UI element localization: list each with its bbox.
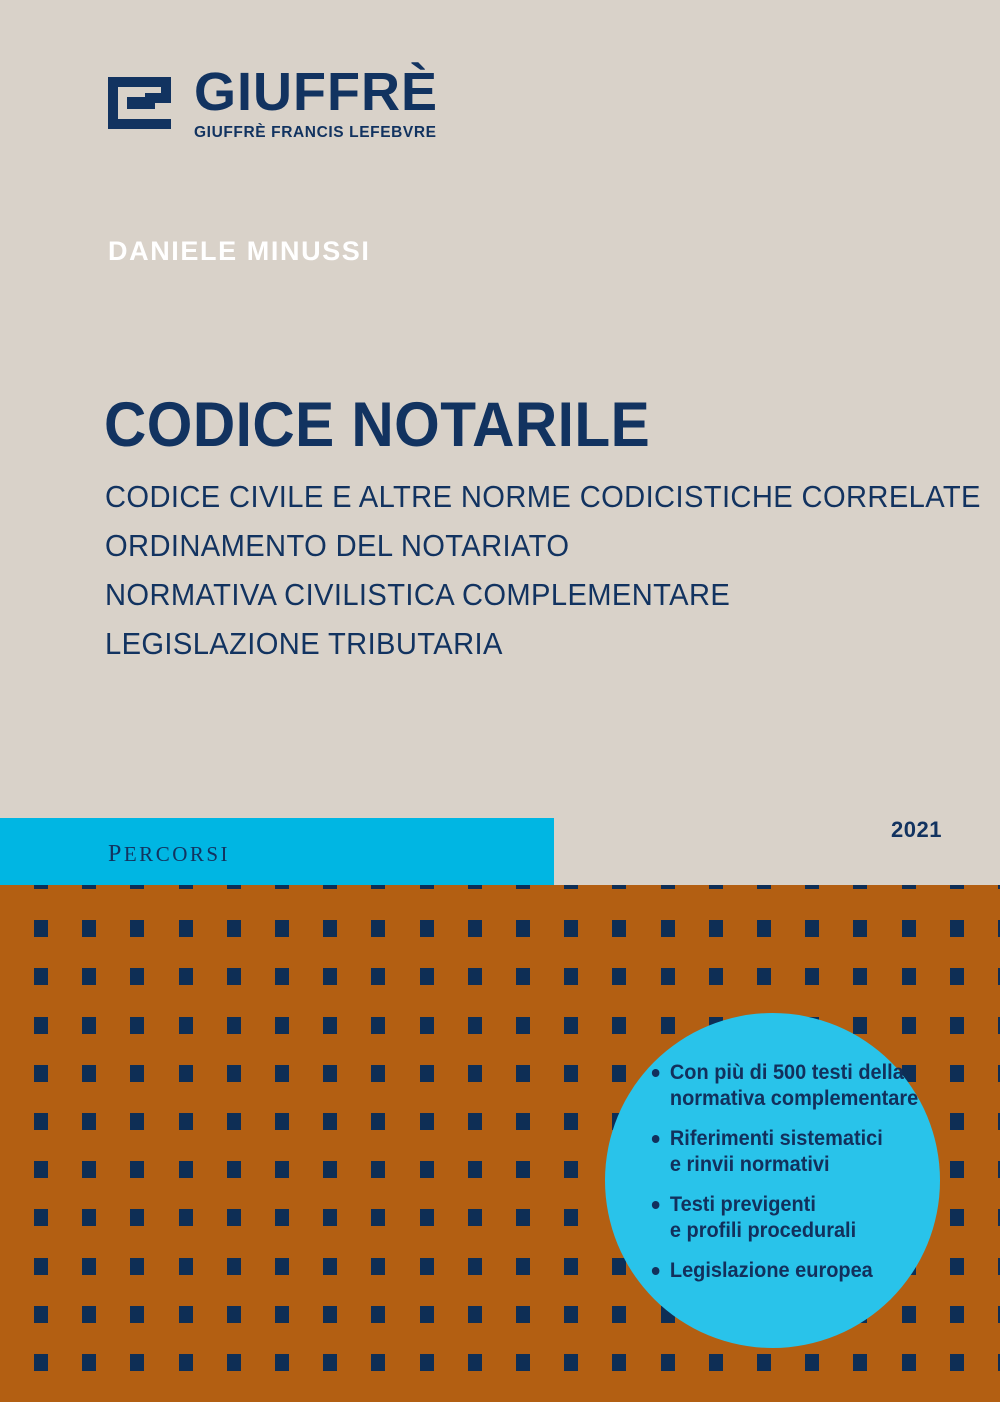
pattern-square <box>661 920 675 937</box>
pattern-square <box>34 920 48 937</box>
pattern-square <box>227 1065 241 1082</box>
pattern-square <box>853 968 867 985</box>
pattern-square <box>950 1258 964 1275</box>
author-name: DANIELE MINUSSI <box>108 236 371 266</box>
pattern-square <box>902 1354 916 1371</box>
pattern-square <box>516 1161 530 1178</box>
pattern-square <box>516 1065 530 1082</box>
pattern-square <box>468 1209 482 1226</box>
pattern-square <box>757 920 771 937</box>
pattern-square <box>853 920 867 937</box>
pattern-square <box>805 885 819 889</box>
pattern-square <box>612 1354 626 1371</box>
publisher-tagline: GIUFFRÈ FRANCIS LEFEBVRE <box>194 123 437 141</box>
pattern-square <box>902 968 916 985</box>
pattern-square <box>468 920 482 937</box>
pattern-square <box>468 885 482 889</box>
pattern-square <box>612 920 626 937</box>
pattern-square <box>709 885 723 889</box>
pattern-square <box>323 1209 337 1226</box>
pattern-square <box>179 1209 193 1226</box>
pattern-square <box>179 1354 193 1371</box>
pattern-square <box>227 920 241 937</box>
pattern-square <box>82 885 96 889</box>
pattern-square <box>227 968 241 985</box>
pattern-square <box>612 885 626 889</box>
pattern-square <box>34 1113 48 1130</box>
pattern-square <box>323 1258 337 1275</box>
pattern-square <box>853 1017 867 1034</box>
pattern-square <box>275 1209 289 1226</box>
pattern-square <box>661 968 675 985</box>
feature-line-1: Legislazione europea <box>669 1259 873 1282</box>
pattern-square <box>371 1209 385 1226</box>
list-item <box>649 1060 925 1112</box>
publisher-logo <box>108 62 438 142</box>
page-title: CODICE NOTARILE <box>104 390 651 461</box>
giuffre-spiral-logo-icon <box>108 69 180 135</box>
pattern-square <box>468 1161 482 1178</box>
pattern-square <box>709 920 723 937</box>
pattern-square <box>179 968 193 985</box>
pattern-square <box>227 1258 241 1275</box>
pattern-square <box>82 968 96 985</box>
pattern-square <box>275 1306 289 1323</box>
series-label: percorsi <box>108 832 231 869</box>
pattern-square <box>420 1113 434 1130</box>
pattern-square <box>130 1258 144 1275</box>
publication-year: 2021 <box>891 817 942 842</box>
pattern-square <box>709 1354 723 1371</box>
pattern-square <box>661 885 675 889</box>
subtitle-line-3: NORMATIVA CIVILISTICA COMPLEMENTARE <box>105 577 731 612</box>
pattern-square <box>757 968 771 985</box>
pattern-square <box>468 1113 482 1130</box>
pattern-square <box>130 1017 144 1034</box>
subtitle-line-1: CODICE CIVILE E ALTRE NORME CODICISTICHE CORRELATE <box>105 479 981 514</box>
pattern-square <box>468 1258 482 1275</box>
pattern-square <box>227 1354 241 1371</box>
pattern-square <box>468 1354 482 1371</box>
pattern-square <box>275 885 289 889</box>
pattern-square <box>516 1354 530 1371</box>
pattern-square <box>950 1354 964 1371</box>
pattern-square <box>82 1258 96 1275</box>
pattern-square <box>179 1258 193 1275</box>
pattern-square <box>130 1113 144 1130</box>
pattern-square <box>179 1113 193 1130</box>
pattern-square <box>323 1065 337 1082</box>
pattern-square <box>420 885 434 889</box>
pattern-square <box>516 1209 530 1226</box>
pattern-square <box>275 1113 289 1130</box>
pattern-square <box>34 885 48 889</box>
pattern-square <box>179 885 193 889</box>
pattern-square <box>950 1161 964 1178</box>
pattern-square <box>709 968 723 985</box>
pattern-square <box>661 1017 675 1034</box>
pattern-square <box>82 920 96 937</box>
pattern-square <box>468 968 482 985</box>
subtitle-block <box>105 472 981 668</box>
pattern-square <box>130 1354 144 1371</box>
pattern-square <box>227 1017 241 1034</box>
pattern-square <box>130 885 144 889</box>
pattern-square <box>371 1354 385 1371</box>
list-item <box>649 1258 925 1284</box>
pattern-square <box>130 1065 144 1082</box>
pattern-square <box>902 1017 916 1034</box>
pattern-square <box>227 1306 241 1323</box>
pattern-square <box>82 1161 96 1178</box>
pattern-square <box>420 920 434 937</box>
pattern-square <box>82 1209 96 1226</box>
pattern-square <box>371 1161 385 1178</box>
pattern-square <box>371 1306 385 1323</box>
pattern-square <box>179 1017 193 1034</box>
pattern-square <box>275 1065 289 1082</box>
pattern-square <box>516 968 530 985</box>
pattern-square <box>950 1065 964 1082</box>
pattern-square <box>82 1113 96 1130</box>
pattern-square <box>371 1113 385 1130</box>
pattern-square <box>902 1306 916 1323</box>
pattern-square <box>853 885 867 889</box>
pattern-square <box>323 968 337 985</box>
pattern-square <box>323 1017 337 1034</box>
pattern-square <box>82 1065 96 1082</box>
pattern-square <box>564 1065 578 1082</box>
feature-line-2: e profili procedurali <box>669 1219 857 1242</box>
pattern-square <box>950 1306 964 1323</box>
pattern-square <box>516 1258 530 1275</box>
pattern-square <box>902 885 916 889</box>
pattern-square <box>564 920 578 937</box>
feature-line-2: e rinvii normativi <box>669 1153 830 1176</box>
feature-line-2: normativa complementare <box>669 1087 919 1110</box>
pattern-square <box>323 1306 337 1323</box>
pattern-square <box>420 1017 434 1034</box>
pattern-square <box>612 1258 626 1275</box>
pattern-square <box>950 885 964 889</box>
pattern-square <box>564 885 578 889</box>
pattern-square <box>227 1209 241 1226</box>
pattern-square <box>420 1258 434 1275</box>
pattern-square <box>227 1113 241 1130</box>
pattern-square <box>564 1113 578 1130</box>
pattern-square <box>612 1065 626 1082</box>
pattern-square <box>516 1113 530 1130</box>
pattern-square <box>420 1354 434 1371</box>
pattern-square <box>130 920 144 937</box>
pattern-square <box>516 920 530 937</box>
feature-line-1: Testi previgenti <box>669 1193 816 1216</box>
publisher-wordmark: GIUFFRÈ <box>194 62 438 122</box>
pattern-square <box>371 1258 385 1275</box>
pattern-square <box>130 968 144 985</box>
pattern-square <box>371 885 385 889</box>
pattern-square <box>564 1209 578 1226</box>
pattern-square <box>323 885 337 889</box>
publisher-wordmark-group <box>194 62 438 142</box>
pattern-square <box>420 1161 434 1178</box>
pattern-square <box>950 1113 964 1130</box>
pattern-square <box>612 1306 626 1323</box>
pattern-square <box>468 1017 482 1034</box>
pattern-square <box>420 1306 434 1323</box>
pattern-square <box>564 1017 578 1034</box>
pattern-square <box>371 1017 385 1034</box>
pattern-square <box>275 1354 289 1371</box>
feature-line-1: Con più di 500 testi della <box>669 1061 904 1084</box>
pattern-square <box>420 1209 434 1226</box>
pattern-square <box>564 1161 578 1178</box>
pattern-square <box>179 1065 193 1082</box>
pattern-square <box>468 1065 482 1082</box>
subtitle-line-4: LEGISLAZIONE TRIBUTARIA <box>105 626 503 661</box>
pattern-square <box>371 1065 385 1082</box>
pattern-square <box>323 1354 337 1371</box>
pattern-square <box>371 920 385 937</box>
pattern-square <box>275 1258 289 1275</box>
pattern-square <box>179 920 193 937</box>
pattern-square <box>950 1017 964 1034</box>
pattern-square <box>564 968 578 985</box>
pattern-square <box>34 1017 48 1034</box>
pattern-square <box>323 1161 337 1178</box>
pattern-square <box>902 920 916 937</box>
pattern-square <box>950 968 964 985</box>
list-item <box>649 1192 925 1244</box>
pattern-square <box>34 1258 48 1275</box>
pattern-square <box>805 1354 819 1371</box>
pattern-square <box>805 920 819 937</box>
pattern-square <box>661 1354 675 1371</box>
pattern-square <box>323 920 337 937</box>
pattern-square <box>612 968 626 985</box>
pattern-square <box>275 920 289 937</box>
pattern-square <box>34 1209 48 1226</box>
pattern-square <box>612 1017 626 1034</box>
pattern-square <box>227 1161 241 1178</box>
pattern-square <box>82 1306 96 1323</box>
pattern-square <box>130 1209 144 1226</box>
pattern-square <box>275 1017 289 1034</box>
pattern-square <box>34 1306 48 1323</box>
pattern-square <box>275 1161 289 1178</box>
pattern-square <box>516 1017 530 1034</box>
list-item <box>649 1126 925 1178</box>
pattern-square <box>564 1354 578 1371</box>
pattern-square <box>853 1354 867 1371</box>
pattern-square <box>34 1065 48 1082</box>
pattern-square <box>323 1113 337 1130</box>
pattern-square <box>179 1161 193 1178</box>
pattern-square <box>950 1209 964 1226</box>
pattern-square <box>34 1161 48 1178</box>
pattern-square <box>516 1306 530 1323</box>
subtitle-line-2: ORDINAMENTO DEL NOTARIATO <box>105 528 570 563</box>
pattern-square <box>950 920 964 937</box>
pattern-square <box>757 1354 771 1371</box>
series-banner <box>0 818 554 886</box>
pattern-square <box>468 1306 482 1323</box>
pattern-square <box>516 885 530 889</box>
pattern-square <box>130 1306 144 1323</box>
pattern-square <box>564 1306 578 1323</box>
pattern-square <box>757 885 771 889</box>
pattern-square <box>130 1161 144 1178</box>
pattern-square <box>34 968 48 985</box>
feature-line-1: Riferimenti sistematici <box>669 1127 883 1150</box>
feature-list <box>649 1060 939 1298</box>
pattern-square <box>371 968 385 985</box>
pattern-square <box>420 968 434 985</box>
pattern-square <box>34 1354 48 1371</box>
pattern-square <box>805 968 819 985</box>
pattern-square <box>275 968 289 985</box>
pattern-square <box>420 1065 434 1082</box>
pattern-square <box>564 1258 578 1275</box>
pattern-square <box>82 1354 96 1371</box>
pattern-square <box>82 1017 96 1034</box>
pattern-square <box>227 885 241 889</box>
pattern-square <box>179 1306 193 1323</box>
